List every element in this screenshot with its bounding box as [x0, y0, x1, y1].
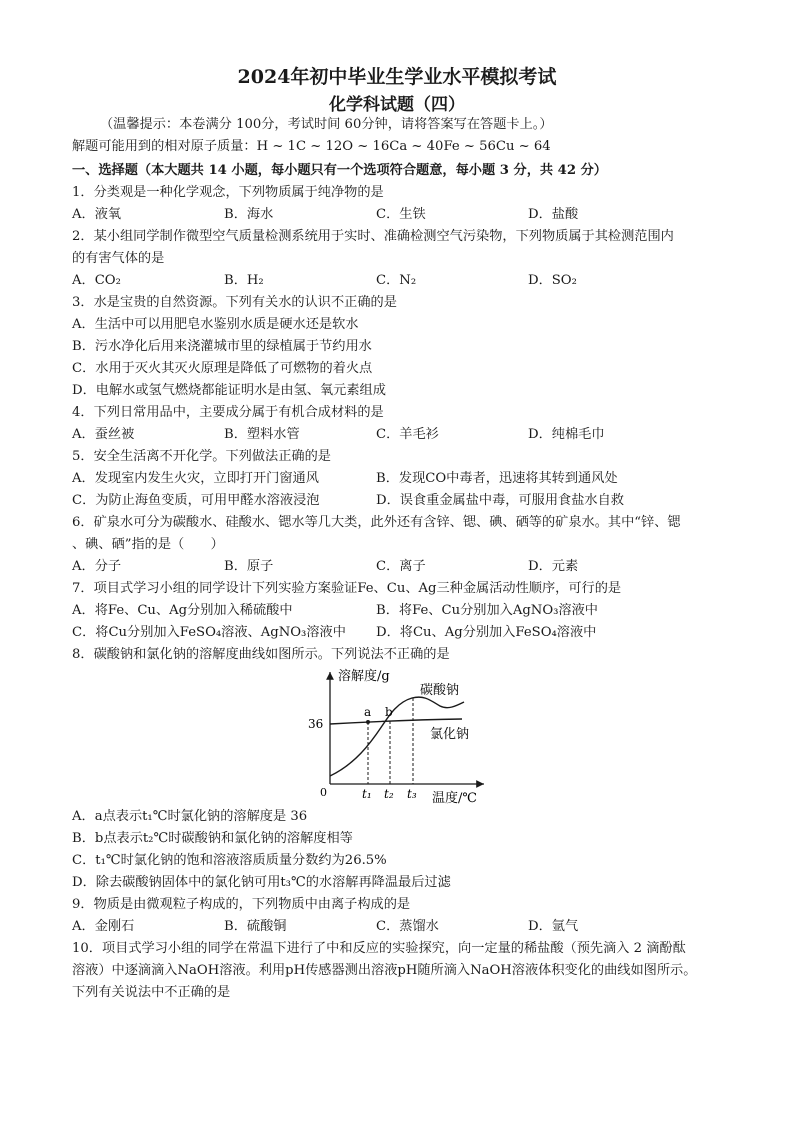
q3-option-b: B．污水净化后用来浇灌城市里的绿植属于节约用水: [72, 339, 372, 354]
q9-option-d: D．氩气: [528, 919, 579, 934]
q7-option-b: B．将Fe、Cu分别加入AgNO₃溶液中: [376, 603, 598, 618]
atomic-masses: 解题可能用到的相对原子质量：H ~ 1C ~ 12O ~ 16Ca ~ 40Fe ~ 56Cu ~ 64: [72, 139, 551, 154]
q3-option-d: D．电解水或氢气燃烧都能证明水是由氢、氧元素组成: [72, 383, 386, 398]
nacl-label: 氯化钠: [430, 727, 470, 742]
origin-label: 0: [320, 786, 327, 799]
q7-option-d: D．将Cu、Ag分别加入FeSO₄溶液中: [376, 625, 597, 640]
q5-option-c: C．为防止海鱼变质，可用甲醛水溶液浸泡: [72, 493, 320, 508]
q6-option-c: C．离子: [376, 559, 426, 574]
q2-option-a: A．CO₂: [72, 273, 121, 288]
q6-option-a: A．分子: [72, 559, 122, 574]
q4-option-d: D．纯棉毛巾: [528, 427, 605, 442]
q5-option-d: D．误食重金属盐中毒，可服用食盐水自救: [376, 493, 624, 508]
q3-option-a: A．生活中可以用肥皂水鉴别水质是硬水还是软水: [72, 317, 359, 332]
exam-subtitle: 化学科试题（四）: [329, 95, 465, 115]
section-heading: 一、选择题（本大题共 14 小题，每小题只有一个选项符合题意，每小题 3 分，共 42 分）: [72, 163, 607, 178]
q5-option-b: B．发现CO中毒者，迅速将其转到通风处: [376, 471, 618, 486]
question-6-stem-line2: 、碘、硒”指的是（ ）: [72, 537, 224, 552]
q7-option-c: C．将Cu分别加入FeSO₄溶液、AgNO₃溶液中: [72, 625, 346, 640]
t2-label: t₂: [384, 787, 394, 801]
nacl-curve: [330, 719, 462, 724]
q4-option-a: A．蚕丝被: [72, 427, 135, 442]
q1-option-a: A．液氧: [72, 207, 122, 222]
q5-option-a: A．发现室内发生火灾，立即打开门窗通风: [72, 471, 319, 486]
question-3-stem: 3．水是宝贵的自然资源。下列有关水的认识不正确的是: [72, 295, 397, 310]
q9-option-a: A．金刚石: [72, 919, 135, 934]
na2co3-label: 碳酸钠: [420, 683, 460, 698]
q8-option-b: B．b点表示t₂℃时碳酸钠和氯化钠的溶解度相等: [72, 831, 353, 846]
question-10-stem-line1: 10．项目式学习小组的同学在常温下进行了中和反应的实验探究，向一定量的稀盐酸（预先滴入 2 滴酚酞: [72, 941, 686, 956]
exam-notice: （温馨提示：本卷满分 100分，考试时间 60分钟，请将答案写在答题卡上。）: [100, 117, 553, 132]
t3-label: t₃: [407, 787, 417, 801]
question-10-stem-line3: 下列有关说法中不正确的是: [72, 985, 231, 1000]
question-8-stem: 8．碳酸钠和氯化钠的溶解度曲线如图所示。下列说法不正确的是: [72, 647, 450, 662]
q8-option-d: D．除去碳酸钠固体中的氯化钠可用t₃℃的水溶解再降温最后过滤: [72, 875, 451, 890]
exam-title: 2024年初中毕业生学业水平模拟考试: [237, 66, 557, 88]
t1-label: t₁: [362, 787, 372, 801]
q4-option-b: B．塑料水管: [224, 427, 300, 442]
q1-option-c: C．生铁: [376, 207, 426, 222]
q1-option-b: B．海水: [224, 207, 274, 222]
q6-option-d: D．元素: [528, 559, 579, 574]
q3-option-c: C．水用于灭火其灭火原理是降低了可燃物的着火点: [72, 361, 373, 376]
q6-option-b: B．原子: [224, 559, 274, 574]
question-10-stem-line2: 溶液）中逐滴滴入NaOH溶液。利用pH传感器测出溶液pH随所滴入NaOH溶液体积变化的曲线如图所示。: [72, 963, 697, 978]
question-6-stem-line1: 6．矿泉水可分为碳酸水、硅酸水、锶水等几大类，此外还有含锌、锶、碘、硒等的矿泉水。其中“锌、锶: [72, 515, 681, 530]
question-5-stem: 5．安全生活离不开化学。下列做法正确的是: [72, 449, 331, 464]
y-axis-label: 溶解度/g: [338, 669, 390, 684]
y-tick-36: 36: [308, 717, 324, 731]
q2-option-b: B．H₂: [224, 273, 264, 288]
q8-option-a: A．a点表示t₁℃时氯化钠的溶解度是 36: [72, 809, 308, 824]
x-axis-label: 温度/℃: [432, 791, 477, 804]
question-1-stem: 1．分类观是一种化学观念，下列物质属于纯净物的是: [72, 185, 384, 200]
q4-option-c: C．羊毛衫: [376, 427, 439, 442]
point-a-label: a: [364, 705, 372, 719]
question-4-stem: 4．下列日常用品中，主要成分属于有机合成材料的是: [72, 405, 384, 420]
question-7-stem: 7．项目式学习小组的同学设计下列实验方案验证Fe、Cu、Ag三种金属活动性顺序，可行的是: [72, 581, 622, 596]
q8-option-c: C．t₁℃时氯化钠的饱和溶液溶质质量分数约为26.5%: [72, 853, 387, 868]
solubility-figure: [300, 664, 500, 804]
question-2-stem-line1: 2．某小组同学制作微型空气质量检测系统用于实时、准确检测空气污染物，下列物质属于其检测范围内: [72, 229, 674, 244]
q2-option-d: D．SO₂: [528, 273, 577, 288]
question-9-stem: 9．物质是由微观粒子构成的，下列物质中由离子构成的是: [72, 897, 411, 912]
q1-option-d: D．盐酸: [528, 207, 579, 222]
question-2-stem-line2: 的有害气体的是: [72, 251, 165, 266]
q9-option-c: C．蒸馏水: [376, 919, 439, 934]
q7-option-a: A．将Fe、Cu、Ag分别加入稀硫酸中: [72, 603, 293, 618]
q9-option-b: B．硫酸铜: [224, 919, 287, 934]
q2-option-c: C．N₂: [376, 273, 417, 288]
point-b-label: b: [385, 705, 393, 719]
